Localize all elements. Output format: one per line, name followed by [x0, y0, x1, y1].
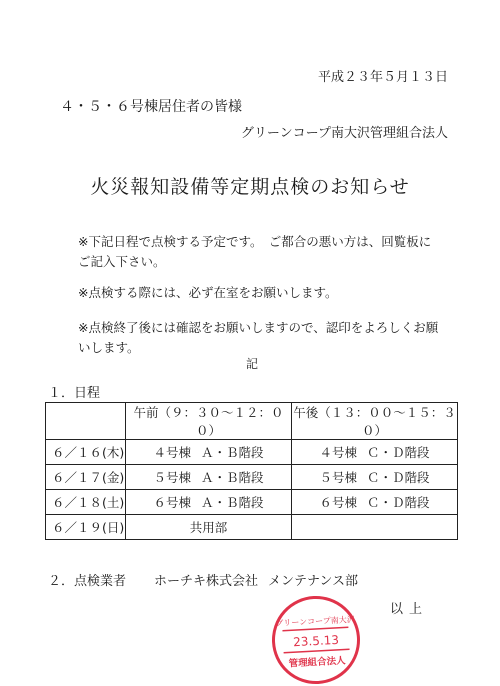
seal-top-text: グリーンコープ南大沢 [275, 614, 355, 629]
row-morning [126, 465, 292, 490]
header-blank [46, 403, 126, 440]
row-day: ６／１８(土) [46, 490, 126, 515]
row-morning [126, 440, 292, 465]
header-morning: 午前（９：３０～１２：００） [126, 403, 292, 440]
table-row [46, 465, 458, 490]
table-row [46, 515, 458, 540]
vendor-name: ホーチキ株式会社 [154, 574, 259, 589]
note-stay-home: ※点検する際には、必ず在室をお願いします。 [78, 285, 338, 300]
header-afternoon: 午後（１３：００～１５：３０） [292, 403, 458, 440]
sender-line: グリーンコープ南大沢管理組合法人 [240, 126, 448, 141]
stair-label: Ａ・Ｂ階段 [201, 445, 264, 460]
building-label: ４号棟 [319, 445, 357, 460]
vendor-heading: ２．点検業者 [48, 574, 127, 589]
stair-label: Ｃ・Ｄ階段 [367, 445, 430, 460]
row-afternoon [292, 490, 458, 515]
recipient-line: ４・５・６号棟居住者の皆様 [60, 99, 242, 115]
table-row [46, 440, 458, 465]
row-afternoon [292, 515, 458, 540]
ki-marker: 記 [246, 357, 259, 371]
row-afternoon [292, 440, 458, 465]
vendor-dept: メンテナンス部 [268, 574, 358, 589]
closing-mark: 以上 [389, 602, 428, 617]
seal-date-text: 23.5.13 [292, 632, 340, 650]
note-schedule: ※下記日程で点検する予定です。 ご都合の悪い方は、回覧板にご記入下さい。 [78, 234, 432, 269]
building-label: ６号棟 [153, 495, 191, 510]
building-label: ５号棟 [153, 470, 191, 485]
row-day: ６／１６(木) [46, 440, 126, 465]
row-day: ６／１９(日) [46, 515, 126, 540]
stair-label: Ｃ・Ｄ階段 [367, 495, 430, 510]
section-schedule-heading: １．日程 [48, 386, 101, 401]
stair-label: Ｃ・Ｄ階段 [367, 470, 430, 485]
building-label: ５号棟 [319, 470, 357, 485]
document-title: 火災報知設備等定期点検のお知らせ [90, 176, 410, 198]
seal-stamp [270, 594, 362, 686]
table-row [46, 490, 458, 515]
row-day: ６／１７(金) [46, 465, 126, 490]
stair-label: Ａ・Ｂ階段 [201, 495, 264, 510]
section-vendor [48, 570, 358, 589]
building-label: ６号棟 [319, 495, 357, 510]
building-label: ４号棟 [153, 445, 191, 460]
seal-graphic [273, 597, 359, 683]
document-date: 平成２３年５月１３日 [317, 70, 448, 85]
schedule-table [45, 402, 458, 540]
row-morning: 共用部 [126, 515, 292, 540]
note-confirmation: ※点検終了後には確認をお願いしますので、認印をよろしくお願いします。 [78, 320, 439, 355]
schedule-header-row [46, 403, 458, 440]
seal-bottom-text: 管理組合法人 [288, 655, 346, 670]
stair-label: Ａ・Ｂ階段 [201, 470, 264, 485]
row-morning [126, 490, 292, 515]
row-afternoon [292, 465, 458, 490]
